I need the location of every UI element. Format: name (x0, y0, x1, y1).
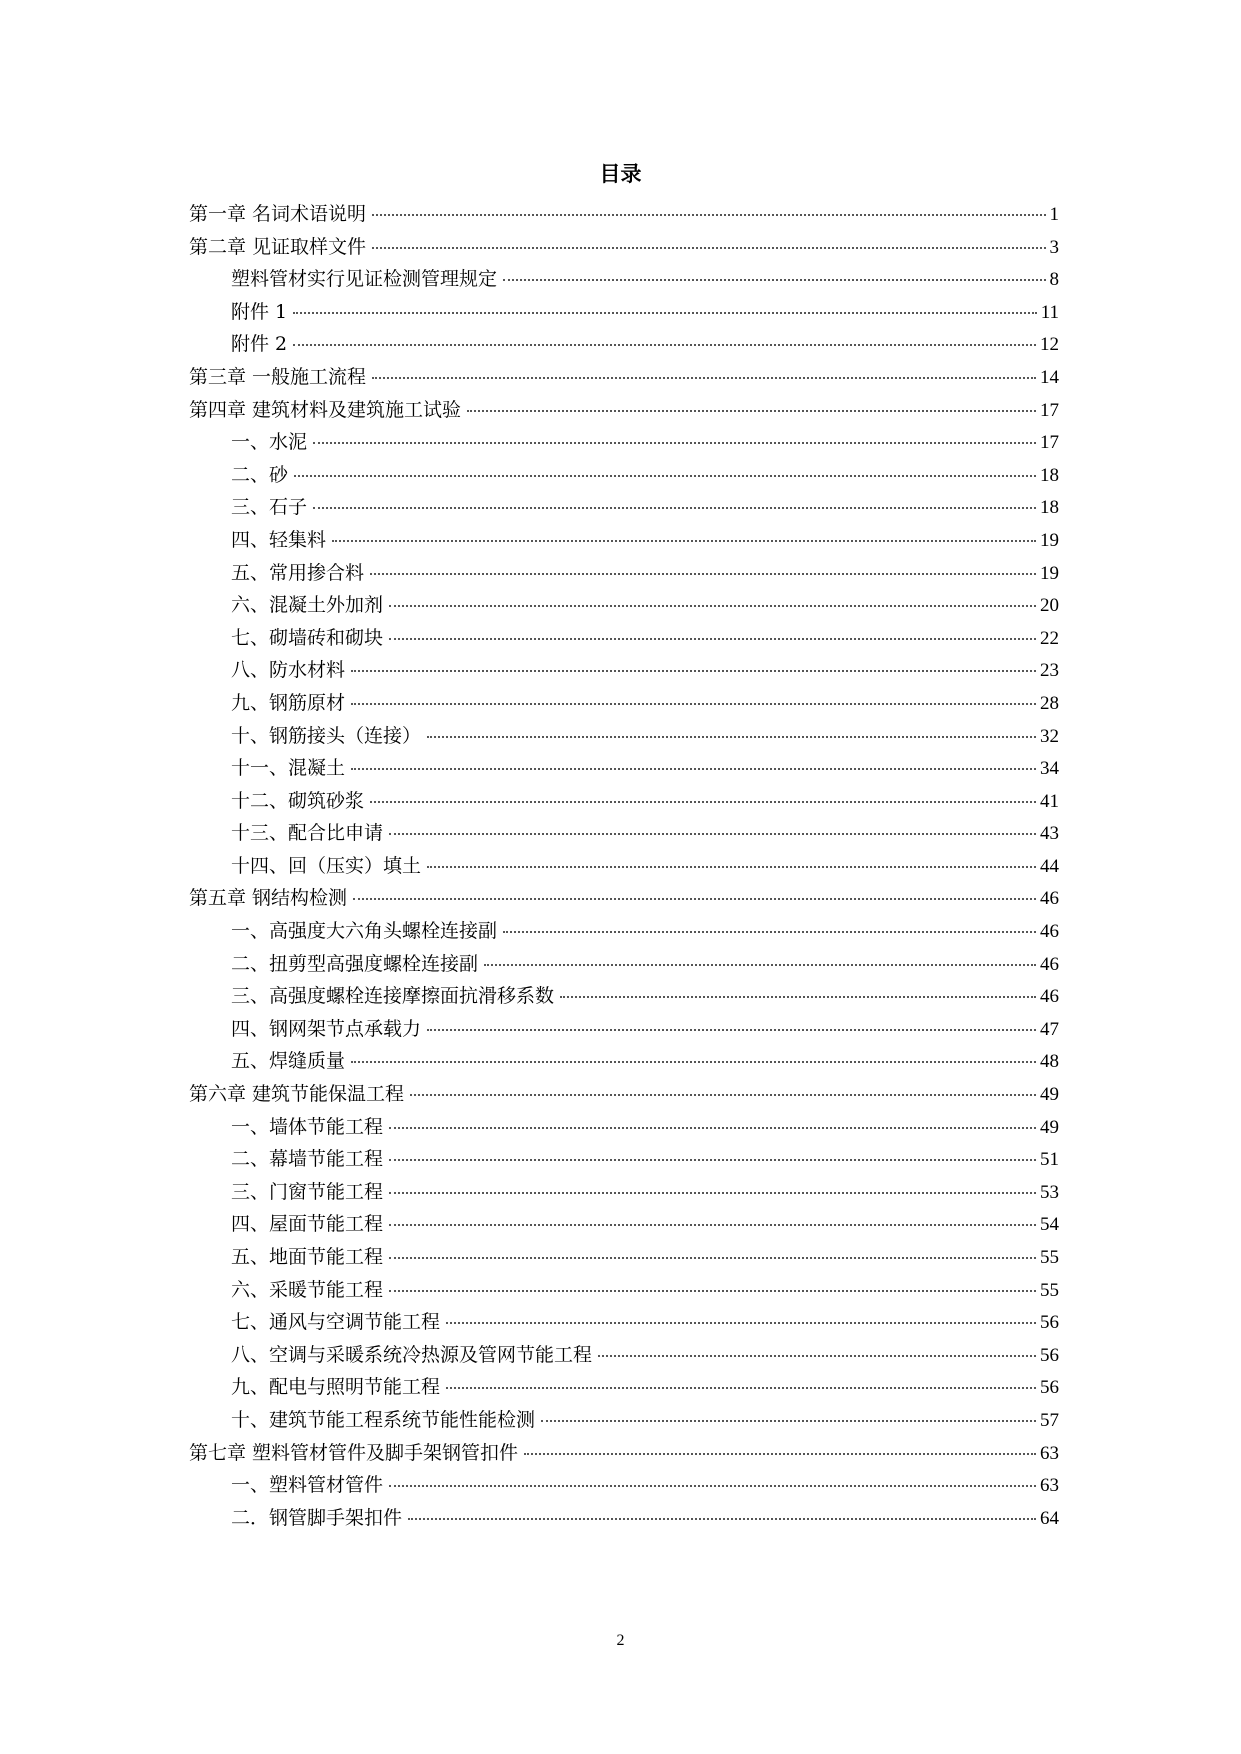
toc-entry-title: 第三章 一般施工流程 (189, 365, 367, 388)
toc-section-entry[interactable] (189, 459, 1059, 492)
toc-entry-page-number: 54 (1040, 1214, 1059, 1236)
toc-section-entry[interactable] (189, 589, 1059, 622)
dot-leader (372, 377, 1036, 379)
toc-entry-page-number: 55 (1040, 1279, 1059, 1301)
toc-entry-page-number: 47 (1040, 1018, 1059, 1040)
dot-leader (467, 410, 1036, 412)
dot-leader (389, 638, 1036, 640)
toc-entry-title: 十三、配合比申请 (231, 822, 384, 845)
toc-section-entry[interactable] (189, 1208, 1059, 1241)
toc-entry-page-number: 18 (1040, 464, 1059, 486)
toc-section-entry[interactable] (189, 948, 1059, 981)
toc-section-entry[interactable] (189, 491, 1059, 524)
toc-section-entry[interactable] (189, 1371, 1059, 1404)
dot-leader (389, 1127, 1036, 1129)
dot-leader (427, 736, 1036, 738)
toc-entry-title: 第四章 建筑材料及建筑施工试验 (189, 398, 462, 421)
toc-entry-title: 十、建筑节能工程系统节能性能检测 (231, 1408, 536, 1431)
toc-chapter-entry[interactable] (189, 1437, 1059, 1470)
toc-entry-title: 一、塑料管材管件 (231, 1474, 384, 1497)
toc-entry-title: 十二、砌筑砂浆 (231, 789, 365, 812)
dot-leader (410, 1094, 1036, 1096)
toc-chapter-entry[interactable] (189, 882, 1059, 915)
toc-entry-page-number: 63 (1040, 1475, 1059, 1497)
dot-leader (408, 1518, 1036, 1520)
toc-entry-page-number: 55 (1040, 1247, 1059, 1268)
dot-leader (389, 833, 1036, 835)
toc-section-entry[interactable] (189, 1339, 1059, 1372)
toc-entry-page-number: 51 (1040, 1149, 1059, 1171)
toc-entry-title: 六、采暖节能工程 (231, 1278, 384, 1301)
toc-entry-title: 一、墙体节能工程 (231, 1115, 384, 1138)
dot-leader (427, 866, 1036, 868)
toc-entry-title: 四、钢网架节点承载力 (231, 1017, 422, 1040)
toc-entry-title: 塑料管材实行见证检测管理规定 (231, 268, 498, 291)
dot-leader (541, 1420, 1036, 1422)
toc-entry-title: 附件 1 (231, 300, 288, 323)
toc-entry-page-number: 23 (1040, 660, 1059, 682)
toc-section-entry[interactable] (189, 1176, 1059, 1209)
dot-leader (351, 1061, 1036, 1063)
dot-leader (313, 507, 1036, 509)
dot-leader (446, 1387, 1036, 1389)
toc-entry-page-number: 56 (1040, 1312, 1059, 1334)
toc-entry-page-number: 8 (1049, 269, 1059, 291)
toc-section-entry[interactable] (189, 622, 1059, 655)
toc-entry-title: 附件 2 (231, 333, 288, 356)
toc-entry-title: 五、焊缝质量 (231, 1050, 346, 1073)
toc-entry-page-number: 53 (1040, 1181, 1059, 1203)
dot-leader (503, 931, 1036, 933)
toc-entry-page-number: 46 (1040, 986, 1059, 1008)
toc-section-entry[interactable] (189, 328, 1059, 361)
toc-entry-title: 四、轻集料 (231, 528, 327, 551)
toc-title: 目录 (599, 161, 642, 186)
toc-entry-title: 二、扭剪型高强度螺栓连接副 (231, 952, 479, 975)
toc-entry-title: 第一章 名词术语说明 (189, 203, 367, 225)
toc-entry-page-number: 63 (1040, 1442, 1059, 1464)
dot-leader (484, 964, 1036, 966)
toc-entry-title: 十四、回（压实）填土 (231, 854, 422, 877)
dot-leader (294, 475, 1036, 477)
toc-entry-page-number: 41 (1040, 790, 1059, 812)
toc-entry-page-number: 22 (1040, 627, 1059, 649)
toc-entry-title: 一、水泥 (231, 431, 308, 454)
dot-leader (503, 279, 1045, 281)
toc-entry-page-number: 28 (1040, 692, 1059, 714)
toc-entry-page-number: 20 (1040, 595, 1059, 617)
toc-entry-page-number: 17 (1040, 399, 1059, 421)
toc-chapter-entry[interactable] (189, 361, 1059, 394)
toc-entry-page-number: 11 (1040, 301, 1059, 323)
toc-entry-title: 二．钢管脚手架扣件 (231, 1506, 403, 1529)
toc-entry-page-number: 12 (1040, 334, 1059, 356)
toc-entry-title: 三、高强度螺栓连接摩擦面抗滑移系数 (231, 985, 555, 1008)
toc-section-entry[interactable] (189, 1045, 1059, 1078)
toc-entry-page-number: 57 (1040, 1409, 1059, 1431)
dot-leader (389, 1224, 1036, 1226)
toc-chapter-entry[interactable] (189, 394, 1059, 427)
toc-entry-title: 十一、混凝土 (231, 757, 346, 780)
dot-leader (351, 703, 1036, 705)
toc-section-entry[interactable] (189, 1469, 1059, 1502)
toc-section-entry[interactable] (189, 687, 1059, 720)
toc-entry-title: 三、门窗节能工程 (231, 1180, 384, 1203)
toc-entry-page-number: 18 (1040, 497, 1059, 519)
dot-leader (446, 1322, 1036, 1324)
toc-entry-title: 六、混凝土外加剂 (231, 594, 384, 617)
dot-leader (370, 801, 1036, 803)
toc-section-entry[interactable] (189, 817, 1059, 850)
toc-entry-page-number: 49 (1040, 1116, 1059, 1138)
toc-section-entry[interactable] (189, 654, 1059, 687)
toc-entry-page-number: 46 (1040, 888, 1059, 910)
dot-leader (389, 1159, 1036, 1161)
dot-leader (598, 1355, 1036, 1357)
toc-entry-page-number: 46 (1040, 953, 1059, 975)
toc-entry-page-number: 56 (1040, 1377, 1059, 1399)
toc-entry-title: 五、常用掺合料 (231, 561, 365, 584)
dot-leader (370, 573, 1036, 575)
dot-leader (351, 670, 1036, 672)
toc-entry-title: 四、屋面节能工程 (231, 1213, 384, 1236)
toc-section-entry[interactable] (189, 1502, 1059, 1535)
toc-entry-page-number: 49 (1040, 1084, 1059, 1106)
toc-entry-title: 第五章 钢结构检测 (189, 887, 348, 910)
toc-section-entry[interactable] (189, 426, 1059, 459)
toc-chapter-entry[interactable] (189, 231, 1059, 264)
toc-section-entry[interactable] (189, 557, 1059, 590)
dot-leader (389, 1192, 1036, 1194)
toc-section-entry[interactable] (189, 1404, 1059, 1437)
dot-leader (389, 1290, 1036, 1292)
dot-leader (427, 1029, 1036, 1031)
toc-entry-page-number: 3 (1049, 236, 1059, 258)
toc-entry-title: 第六章 建筑节能保温工程 (189, 1083, 405, 1106)
dot-leader (372, 247, 1045, 249)
dot-leader (332, 540, 1036, 542)
toc-entry-page-number: 17 (1040, 432, 1059, 454)
toc-section-entry[interactable] (189, 1143, 1059, 1176)
toc-entry-title: 二、砂 (231, 463, 289, 486)
toc-section-entry[interactable] (189, 1274, 1059, 1307)
toc-entry-page-number: 14 (1040, 366, 1059, 388)
toc-entry-title: 九、钢筋原材 (231, 691, 346, 714)
toc-entry-title: 五、地面节能工程 (231, 1246, 384, 1268)
toc-section-entry[interactable] (189, 1013, 1059, 1046)
dot-leader (293, 344, 1036, 346)
toc-section-entry[interactable] (189, 752, 1059, 785)
toc-entry-page-number: 43 (1040, 823, 1059, 845)
toc-section-entry[interactable] (189, 296, 1059, 329)
toc-entry-title: 十、钢筋接头（连接） (231, 724, 422, 747)
toc-section-entry[interactable] (189, 720, 1059, 753)
toc-list (189, 198, 1059, 1534)
toc-section-entry[interactable] (189, 1111, 1059, 1144)
toc-entry-title: 九、配电与照明节能工程 (231, 1376, 441, 1399)
toc-section-entry[interactable] (189, 524, 1059, 557)
toc-chapter-entry[interactable] (189, 198, 1059, 231)
toc-entry-title: 三、石子 (231, 496, 308, 519)
toc-entry-page-number: 44 (1040, 855, 1059, 877)
toc-section-entry[interactable] (189, 1306, 1059, 1339)
dot-leader (351, 768, 1036, 770)
toc-entry-title: 七、通风与空调节能工程 (231, 1311, 441, 1334)
toc-entry-title: 第二章 见证取样文件 (189, 235, 367, 258)
toc-entry-title: 二、幕墙节能工程 (231, 1148, 384, 1171)
dot-leader (353, 898, 1036, 900)
toc-entry-page-number: 19 (1040, 529, 1059, 551)
toc-section-entry[interactable] (189, 1241, 1059, 1274)
dot-leader (372, 214, 1045, 216)
toc-section-entry[interactable] (189, 263, 1059, 296)
dot-leader (293, 312, 1037, 314)
toc-chapter-entry[interactable] (189, 1078, 1059, 1111)
toc-entry-page-number: 19 (1040, 562, 1059, 584)
toc-entry-title: 一、高强度大六角头螺栓连接副 (231, 920, 498, 943)
toc-entry-page-number: 32 (1040, 725, 1059, 747)
toc-entry-title: 七、砌墙砖和砌块 (231, 626, 384, 649)
dot-leader (389, 1485, 1036, 1487)
toc-entry-page-number: 64 (1040, 1507, 1059, 1529)
toc-entry-page-number: 56 (1040, 1344, 1059, 1366)
dot-leader (560, 996, 1036, 998)
toc-section-entry[interactable] (189, 785, 1059, 818)
toc-entry-title: 第七章 塑料管材管件及脚手架钢管扣件 (189, 1441, 519, 1464)
toc-entry-page-number: 34 (1040, 758, 1059, 780)
toc-entry-page-number: 46 (1040, 921, 1059, 943)
toc-entry-page-number: 1 (1049, 204, 1059, 225)
toc-section-entry[interactable] (189, 980, 1059, 1013)
toc-entry-title: 八、空调与采暖系统冷热源及管网节能工程 (231, 1343, 593, 1366)
dot-leader (524, 1453, 1036, 1455)
dot-leader (389, 605, 1036, 607)
toc-section-entry[interactable] (189, 850, 1059, 883)
toc-section-entry[interactable] (189, 915, 1059, 948)
toc-entry-title: 八、防水材料 (231, 659, 346, 682)
toc-entry-page-number: 48 (1040, 1051, 1059, 1073)
dot-leader (389, 1257, 1036, 1259)
page-number: 2 (616, 1632, 625, 1649)
dot-leader (313, 442, 1036, 444)
